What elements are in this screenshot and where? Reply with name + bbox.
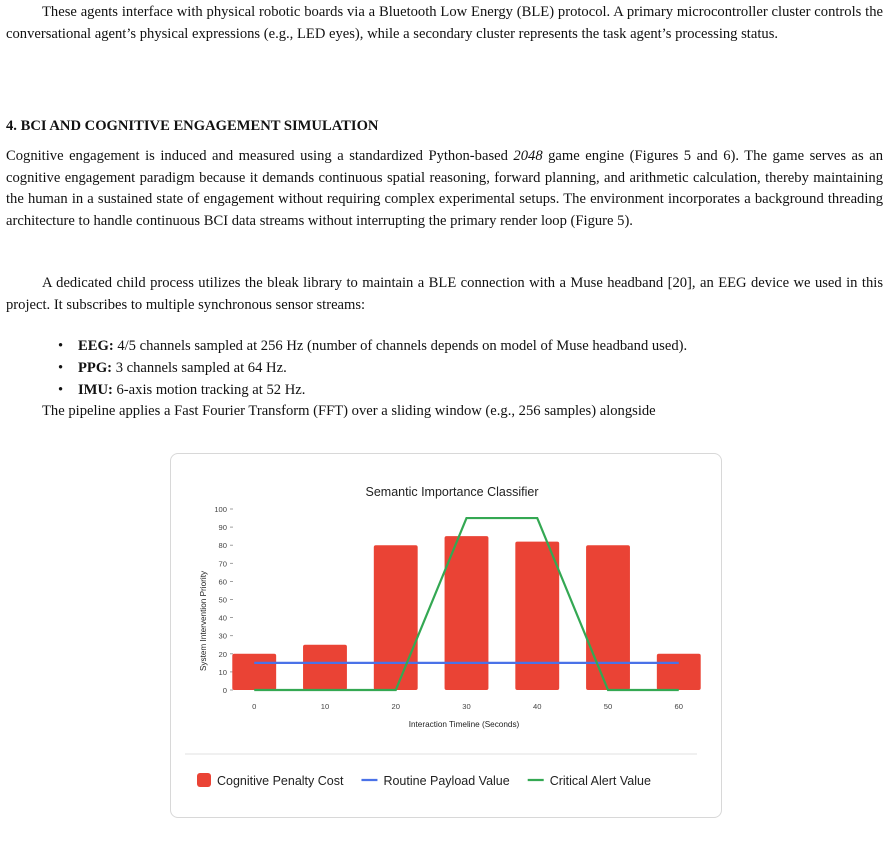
game-name: 2048 — [513, 148, 543, 164]
list-item — [6, 379, 687, 401]
list-term: IMU: — [78, 382, 113, 398]
bar — [515, 542, 559, 690]
x-tick-label: 10 — [320, 702, 330, 711]
paragraph-text: A dedicated child process utilizes the bleak library to maintain a BLE connection with a Muse headband [20], an EEG device we used in this project. It subscribes to multiple synchronous sensor streams: — [6, 275, 883, 313]
chart-legend — [197, 773, 651, 788]
legend-label: Cognitive Penalty Cost — [217, 774, 344, 788]
list-item — [6, 357, 687, 379]
body-paragraph — [6, 2, 883, 45]
list-text: 3 channels sampled at 64 Hz. — [112, 360, 287, 376]
bar-series — [232, 536, 700, 690]
y-tick-label: 90 — [218, 523, 227, 533]
y-tick-label: 10 — [218, 667, 227, 677]
y-tick-label: 30 — [218, 631, 227, 641]
bar — [303, 645, 347, 690]
list-term: PPG: — [78, 360, 113, 376]
next-page-text-fragment — [6, 830, 883, 843]
bar — [374, 545, 418, 690]
y-axis-label: System Intervention Priority — [199, 570, 208, 672]
y-tick-label: 0 — [222, 686, 227, 695]
bullet-marker: • — [58, 360, 64, 376]
body-paragraph — [6, 146, 883, 232]
y-tick-label: 60 — [218, 577, 227, 587]
y-axis — [214, 505, 233, 695]
chart-title: Semantic Importance Classifier — [365, 485, 539, 499]
body-paragraph — [6, 273, 883, 316]
bar — [445, 536, 489, 690]
paragraph-text: These agents interface with physical robotic boards via a Bluetooth Low Energy (BLE) protocol. A primary microcontroller cluster controls the conversational agent’s physical expressions (e.g., LED eyes), while a secondary cluster represents the task agent’s processing status. — [6, 4, 883, 42]
x-axis-label: Interaction Timeline (Seconds) — [408, 720, 520, 729]
section-heading: 4. BCI AND COGNITIVE ENGAGEMENT SIMULATION — [6, 118, 379, 134]
x-tick-label: 60 — [674, 702, 683, 711]
y-tick-label: 20 — [218, 649, 227, 659]
legend-swatch — [197, 773, 211, 787]
list-text: 6-axis motion tracking at 52 Hz. — [112, 382, 306, 398]
x-tick-label: 20 — [391, 702, 400, 711]
y-tick-label: 80 — [218, 541, 227, 551]
bar — [657, 654, 701, 690]
sensor-stream-list — [6, 335, 687, 401]
paragraph-text: game engine (Figures 5 and 6). The game serves as an cognitive engagement paradigm because it demands continuous spatial reasoning, forward planning, and arithmetic calculation, thereby maintaining the human in a sustained state of engagement without requiring complex experimental setups. The environment incorporates a background threading architecture to handle continuous BCI data streams without interrupting the primary render loop (Figure 5). — [6, 148, 883, 229]
legend-label: Critical Alert Value — [549, 774, 651, 788]
figure-card — [170, 453, 722, 818]
x-axis — [252, 702, 683, 711]
bar — [586, 545, 630, 690]
bullet-marker: • — [58, 382, 64, 398]
chart — [171, 454, 721, 817]
list-item — [6, 335, 687, 357]
bar — [232, 654, 276, 690]
list-text: 4/5 channels sampled at 256 Hz (number of channels depends on model of Muse headband used). — [113, 338, 688, 354]
y-tick-label: 100 — [214, 505, 227, 514]
y-tick-label: 50 — [218, 595, 227, 605]
y-tick-label: 40 — [218, 613, 227, 623]
paragraph-text: Cognitive engagement is induced and measured using a standardized Python-based — [6, 148, 514, 164]
legend-label: Routine Payload Value — [383, 774, 510, 788]
paragraph-text: The pipeline applies a Fast Fourier Transform (FFT) over a sliding window (e.g., 256 samples) alongside — [42, 403, 656, 419]
x-tick-label: 30 — [462, 702, 471, 711]
y-tick-label: 70 — [218, 559, 227, 569]
x-tick-label: 50 — [603, 702, 613, 711]
list-term: EEG: — [78, 338, 114, 354]
body-paragraph — [6, 401, 883, 423]
x-tick-label: 40 — [533, 702, 542, 711]
x-tick-label: 0 — [252, 702, 257, 711]
bullet-marker: • — [58, 338, 64, 354]
